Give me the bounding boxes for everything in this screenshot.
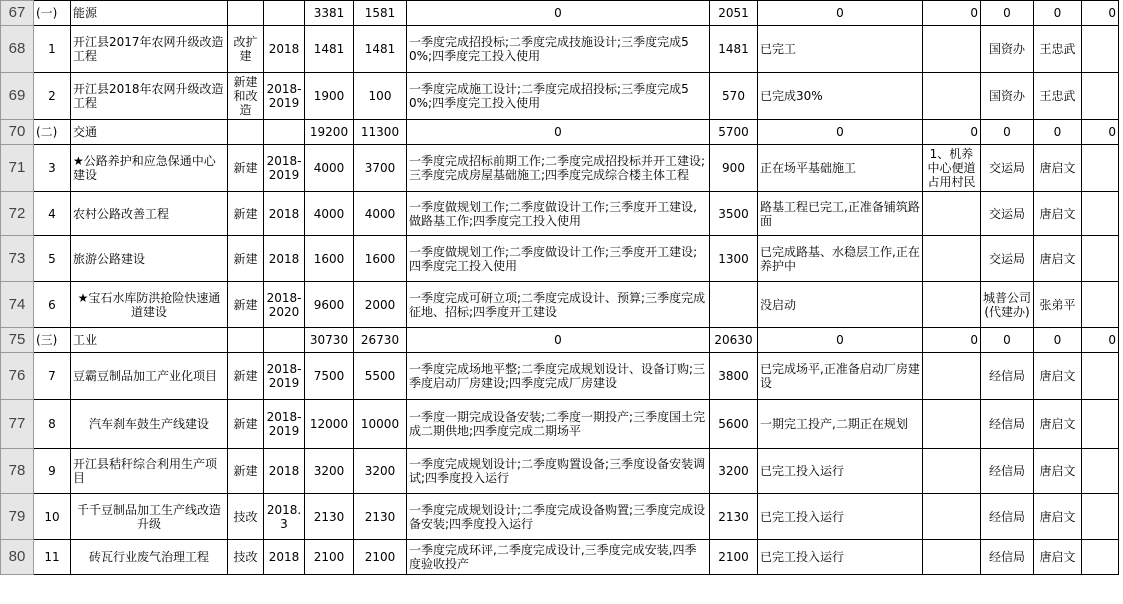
table-cell[interactable]: 交运局 xyxy=(981,236,1034,282)
table-cell[interactable]: 新建 xyxy=(228,353,264,400)
table-cell[interactable]: 唐启文 xyxy=(1034,353,1082,400)
table-row xyxy=(1,192,1119,236)
table-cell[interactable]: 一季度完成招标前期工作;二季度完成招投标并开工建设;三季度完成房屋基础施工;四季度完成综合楼主体工程 xyxy=(407,145,710,192)
table-cell[interactable]: 0 xyxy=(981,1,1034,26)
table-cell[interactable]: 已完工 xyxy=(758,26,923,73)
table-cell[interactable]: 0 xyxy=(1082,328,1119,353)
table-cell[interactable]: 20630 xyxy=(710,328,758,353)
table-cell[interactable] xyxy=(1082,26,1119,73)
table-cell[interactable]: 100 xyxy=(354,73,407,120)
table-cell[interactable]: 唐启文 xyxy=(1034,494,1082,540)
table-cell[interactable]: 0 xyxy=(407,328,710,353)
table-cell[interactable]: 经信局 xyxy=(981,449,1034,494)
table-cell[interactable]: 0 xyxy=(923,328,981,353)
table-cell[interactable]: 1900 xyxy=(305,73,354,120)
table-cell[interactable]: 1600 xyxy=(354,236,407,282)
table-cell[interactable]: 2051 xyxy=(710,1,758,26)
table-cell[interactable]: 一季度一期完成设备安装;二季度一期投产;三季度国土完成二期供地;四季度完成二期场平 xyxy=(407,400,710,449)
table-cell[interactable]: 已完成场平,正准备启动厂房建设 xyxy=(758,353,923,400)
table-cell[interactable]: 一季度完成施工设计;二季度完成招投标;三季度完成50%;四季度完工投入使用 xyxy=(407,73,710,120)
table-cell[interactable]: 一季度做规划工作;二季度做设计工作;三季度开工建设;四季度完工投入使用 xyxy=(407,236,710,282)
table-row xyxy=(1,328,1119,353)
table-cell[interactable]: (一) xyxy=(34,1,71,26)
table-cell[interactable]: 2018 xyxy=(264,236,305,282)
table-cell[interactable]: 国资办 xyxy=(981,26,1034,73)
table-cell[interactable]: 7500 xyxy=(305,353,354,400)
table-cell[interactable] xyxy=(923,282,981,328)
table-cell[interactable]: 2018 xyxy=(264,192,305,236)
table-cell[interactable] xyxy=(923,236,981,282)
row-header[interactable]: 69 xyxy=(1,73,34,120)
table-cell[interactable]: 路基工程已完工,正准备铺筑路面 xyxy=(758,192,923,236)
table-cell[interactable]: 唐启文 xyxy=(1034,145,1082,192)
table-cell[interactable]: 5600 xyxy=(710,400,758,449)
table-cell[interactable] xyxy=(1082,540,1119,575)
row-header[interactable]: 68 xyxy=(1,26,34,73)
table-cell[interactable] xyxy=(923,73,981,120)
table-cell[interactable]: 1481 xyxy=(354,26,407,73)
table-cell[interactable]: 1300 xyxy=(710,236,758,282)
table-cell[interactable]: 1481 xyxy=(305,26,354,73)
table-cell[interactable] xyxy=(264,120,305,145)
table-cell[interactable]: 5700 xyxy=(710,120,758,145)
table-cell[interactable]: 1581 xyxy=(354,1,407,26)
table-cell[interactable] xyxy=(1082,236,1119,282)
table-cell[interactable] xyxy=(923,353,981,400)
table-cell[interactable]: 一季度完成招投标;二季度完成技施设计;三季度完成50%;四季度完工投入使用 xyxy=(407,26,710,73)
row-header[interactable]: 73 xyxy=(1,236,34,282)
table-cell[interactable]: 3381 xyxy=(305,1,354,26)
row-header[interactable]: 67 xyxy=(1,1,34,26)
table-cell[interactable]: 一季度完成可研立项;二季度完成设计、预算;三季度完成征地、招标;四季度开工建设 xyxy=(407,282,710,328)
table-cell[interactable] xyxy=(923,400,981,449)
table-cell[interactable] xyxy=(1082,400,1119,449)
table-cell[interactable]: 900 xyxy=(710,145,758,192)
table-cell[interactable]: 10000 xyxy=(354,400,407,449)
table-cell[interactable]: 0 xyxy=(1034,1,1082,26)
table-cell[interactable]: 交运局 xyxy=(981,192,1034,236)
table-cell[interactable] xyxy=(923,449,981,494)
table-cell[interactable]: 王忠武 xyxy=(1034,26,1082,73)
table-cell[interactable]: 改扩建 xyxy=(228,26,264,73)
table-cell[interactable]: 2100 xyxy=(710,540,758,575)
table-cell[interactable]: 6 xyxy=(34,282,71,328)
row-header[interactable]: 76 xyxy=(1,353,34,400)
table-cell[interactable]: 能源 xyxy=(71,1,228,26)
table-cell[interactable]: 新建 xyxy=(228,145,264,192)
table-cell[interactable]: 0 xyxy=(758,120,923,145)
table-cell[interactable]: 4000 xyxy=(305,192,354,236)
table-cell[interactable]: ★宝石水库防洪抢险快速通道建设 xyxy=(71,282,228,328)
row-header[interactable]: 75 xyxy=(1,328,34,353)
table-cell[interactable]: 开江县秸秆综合利用生产项目 xyxy=(71,449,228,494)
table-cell[interactable]: 0 xyxy=(758,328,923,353)
table-cell[interactable] xyxy=(1082,494,1119,540)
table-cell[interactable] xyxy=(228,120,264,145)
table-cell[interactable] xyxy=(923,192,981,236)
table-cell[interactable]: 4000 xyxy=(354,192,407,236)
table-cell[interactable]: 9 xyxy=(34,449,71,494)
table-cell[interactable]: 一期完工投产,二期正在规划 xyxy=(758,400,923,449)
table-cell[interactable]: 0 xyxy=(758,1,923,26)
table-cell[interactable]: 2018-2020 xyxy=(264,282,305,328)
table-cell[interactable]: 0 xyxy=(923,120,981,145)
table-cell[interactable]: 11300 xyxy=(354,120,407,145)
table-cell[interactable]: 0 xyxy=(407,120,710,145)
table-cell[interactable]: 0 xyxy=(1082,1,1119,26)
row-header[interactable]: 74 xyxy=(1,282,34,328)
table-cell[interactable]: 0 xyxy=(407,1,710,26)
table-cell[interactable] xyxy=(1082,353,1119,400)
table-cell[interactable]: 3200 xyxy=(354,449,407,494)
table-cell[interactable]: 1481 xyxy=(710,26,758,73)
table-row xyxy=(1,73,1119,120)
table-cell[interactable]: 唐启文 xyxy=(1034,540,1082,575)
table-cell[interactable]: 3700 xyxy=(354,145,407,192)
table-cell[interactable] xyxy=(1082,449,1119,494)
table-cell[interactable]: 8 xyxy=(34,400,71,449)
table-cell[interactable] xyxy=(228,1,264,26)
table-cell[interactable]: 旅游公路建设 xyxy=(71,236,228,282)
row-header[interactable]: 80 xyxy=(1,540,34,575)
table-cell[interactable]: 正在场平基础施工 xyxy=(758,145,923,192)
table-cell[interactable]: 一季度完成场地平整;二季度完成规划设计、设备订购;三季度启动厂房建设;四季度完成厂房建设 xyxy=(407,353,710,400)
table-cell[interactable]: 开江县2018年农网升级改造工程 xyxy=(71,73,228,120)
table-cell[interactable]: 经信局 xyxy=(981,353,1034,400)
table-cell[interactable]: 4 xyxy=(34,192,71,236)
table-cell[interactable]: 城普公司(代建办) xyxy=(981,282,1034,328)
table-cell[interactable]: 2130 xyxy=(305,494,354,540)
table-cell[interactable]: 0 xyxy=(1082,120,1119,145)
table-cell[interactable]: 0 xyxy=(1034,120,1082,145)
table-cell[interactable]: 已完工投入运行 xyxy=(758,540,923,575)
table-cell[interactable]: 新建和改造 xyxy=(228,73,264,120)
table-cell[interactable]: 30730 xyxy=(305,328,354,353)
table-cell[interactable]: 3200 xyxy=(710,449,758,494)
table-cell[interactable]: 一季度完成规划设计;二季度购置设备;三季度设备安装调试;四季度投入运行 xyxy=(407,449,710,494)
table-cell[interactable]: 一季度做规划工作;二季度做设计工作;三季度开工建设,做路基工作;四季度完工投入使用 xyxy=(407,192,710,236)
table-cell[interactable]: 0 xyxy=(981,328,1034,353)
table-cell[interactable]: 豆霸豆制品加工产业化项目 xyxy=(71,353,228,400)
table-cell[interactable]: 0 xyxy=(981,120,1034,145)
table-cell[interactable]: 9600 xyxy=(305,282,354,328)
table-cell[interactable] xyxy=(1082,282,1119,328)
table-cell[interactable] xyxy=(1082,73,1119,120)
table-cell[interactable]: 2018 xyxy=(264,26,305,73)
table-cell[interactable]: 11 xyxy=(34,540,71,575)
table-cell[interactable]: 经信局 xyxy=(981,540,1034,575)
table-row xyxy=(1,353,1119,400)
table-cell[interactable]: 农村公路改善工程 xyxy=(71,192,228,236)
table-cell[interactable]: 19200 xyxy=(305,120,354,145)
table-cell[interactable]: 经信局 xyxy=(981,494,1034,540)
table-cell[interactable] xyxy=(1082,192,1119,236)
table-cell[interactable]: 新建 xyxy=(228,449,264,494)
table-cell[interactable]: 新建 xyxy=(228,282,264,328)
table-cell[interactable]: 570 xyxy=(710,73,758,120)
table-cell[interactable]: 交通 xyxy=(71,120,228,145)
table-cell[interactable]: 5500 xyxy=(354,353,407,400)
table-cell[interactable]: 千千豆制品加工生产线改造升级 xyxy=(71,494,228,540)
table-cell[interactable]: 张弟平 xyxy=(1034,282,1082,328)
table-cell[interactable]: 已完工投入运行 xyxy=(758,494,923,540)
table-cell[interactable]: 2100 xyxy=(354,540,407,575)
table-cell[interactable]: ★公路养护和应急保通中心建设 xyxy=(71,145,228,192)
row-header[interactable]: 78 xyxy=(1,449,34,494)
table-cell[interactable]: 3800 xyxy=(710,353,758,400)
table-row xyxy=(1,449,1119,494)
table-cell[interactable]: 唐启文 xyxy=(1034,400,1082,449)
row-header[interactable]: 70 xyxy=(1,120,34,145)
table-cell[interactable]: 唐启文 xyxy=(1034,192,1082,236)
table-cell[interactable]: 2018-2019 xyxy=(264,400,305,449)
table-cell[interactable]: 1600 xyxy=(305,236,354,282)
row-header[interactable]: 77 xyxy=(1,400,34,449)
table-row xyxy=(1,145,1119,192)
table-cell[interactable]: 新建 xyxy=(228,236,264,282)
table-cell[interactable]: 0 xyxy=(1034,328,1082,353)
table-cell[interactable] xyxy=(710,282,758,328)
table-cell[interactable]: 1、机养中心便道占用村民 xyxy=(923,145,981,192)
row-header[interactable]: 79 xyxy=(1,494,34,540)
table-cell[interactable]: (二) xyxy=(34,120,71,145)
table-cell[interactable]: 2018-2019 xyxy=(264,353,305,400)
table-cell[interactable]: 汽车刹车鼓生产线建设 xyxy=(71,400,228,449)
table-cell[interactable]: 2130 xyxy=(354,494,407,540)
table-cell[interactable]: 新建 xyxy=(228,192,264,236)
table-cell[interactable]: 砖瓦行业废气治理工程 xyxy=(71,540,228,575)
table-row xyxy=(1,540,1119,575)
table-cell[interactable]: 12000 xyxy=(305,400,354,449)
table-row xyxy=(1,120,1119,145)
table-cell[interactable]: 2018.3 xyxy=(264,494,305,540)
table-row xyxy=(1,26,1119,73)
table-cell[interactable] xyxy=(1082,145,1119,192)
table-cell[interactable]: 技改 xyxy=(228,540,264,575)
table-cell[interactable]: 3200 xyxy=(305,449,354,494)
table-cell[interactable]: 已完成30% xyxy=(758,73,923,120)
table-cell[interactable]: 3500 xyxy=(710,192,758,236)
table-cell[interactable] xyxy=(923,540,981,575)
table-cell[interactable]: 2000 xyxy=(354,282,407,328)
table-cell[interactable]: 5 xyxy=(34,236,71,282)
table-cell[interactable]: 开江县2017年农网升级改造工程 xyxy=(71,26,228,73)
table-cell[interactable] xyxy=(923,26,981,73)
table-cell[interactable]: 一季度完成环评,二季度完成设计,三季度完成安装,四季度验收投产 xyxy=(407,540,710,575)
table-cell[interactable]: 唐启文 xyxy=(1034,236,1082,282)
table-cell[interactable]: 王忠武 xyxy=(1034,73,1082,120)
table-cell[interactable]: 新建 xyxy=(228,400,264,449)
table-cell[interactable]: 4000 xyxy=(305,145,354,192)
table-cell[interactable]: 2018-2019 xyxy=(264,73,305,120)
table-cell[interactable]: 工业 xyxy=(71,328,228,353)
table-cell[interactable]: 1 xyxy=(34,26,71,73)
table-cell[interactable]: 2018 xyxy=(264,540,305,575)
row-header[interactable]: 71 xyxy=(1,145,34,192)
table-cell[interactable] xyxy=(228,328,264,353)
table-row xyxy=(1,494,1119,540)
table-cell[interactable]: 26730 xyxy=(354,328,407,353)
table-cell[interactable]: (三) xyxy=(34,328,71,353)
table-cell[interactable]: 0 xyxy=(923,1,981,26)
table-cell[interactable]: 技改 xyxy=(228,494,264,540)
table-cell[interactable]: 2100 xyxy=(305,540,354,575)
table-row xyxy=(1,236,1119,282)
table-cell[interactable]: 一季度完成规划设计;二季度完成设备购置;三季度完成设备安装;四季度投入运行 xyxy=(407,494,710,540)
table-cell[interactable]: 经信局 xyxy=(981,400,1034,449)
table-cell[interactable] xyxy=(264,328,305,353)
table-cell[interactable]: 交运局 xyxy=(981,145,1034,192)
table-cell[interactable]: 国资办 xyxy=(981,73,1034,120)
table-row xyxy=(1,400,1119,449)
row-header[interactable]: 72 xyxy=(1,192,34,236)
table-cell[interactable]: 2018-2019 xyxy=(264,145,305,192)
table-cell[interactable]: 唐启文 xyxy=(1034,449,1082,494)
table-cell[interactable]: 2018 xyxy=(264,449,305,494)
table-row xyxy=(1,1,1119,26)
table-cell[interactable]: 7 xyxy=(34,353,71,400)
table-row xyxy=(1,282,1119,328)
table-cell[interactable]: 2130 xyxy=(710,494,758,540)
table-cell[interactable]: 已完工投入运行 xyxy=(758,449,923,494)
table-cell[interactable]: 2 xyxy=(34,73,71,120)
table-cell[interactable]: 已完成路基、水稳层工作,正在养护中 xyxy=(758,236,923,282)
table-cell[interactable]: 10 xyxy=(34,494,71,540)
table-cell[interactable]: 3 xyxy=(34,145,71,192)
table-cell[interactable] xyxy=(923,494,981,540)
table-cell[interactable] xyxy=(264,1,305,26)
table-cell[interactable]: 没启动 xyxy=(758,282,923,328)
